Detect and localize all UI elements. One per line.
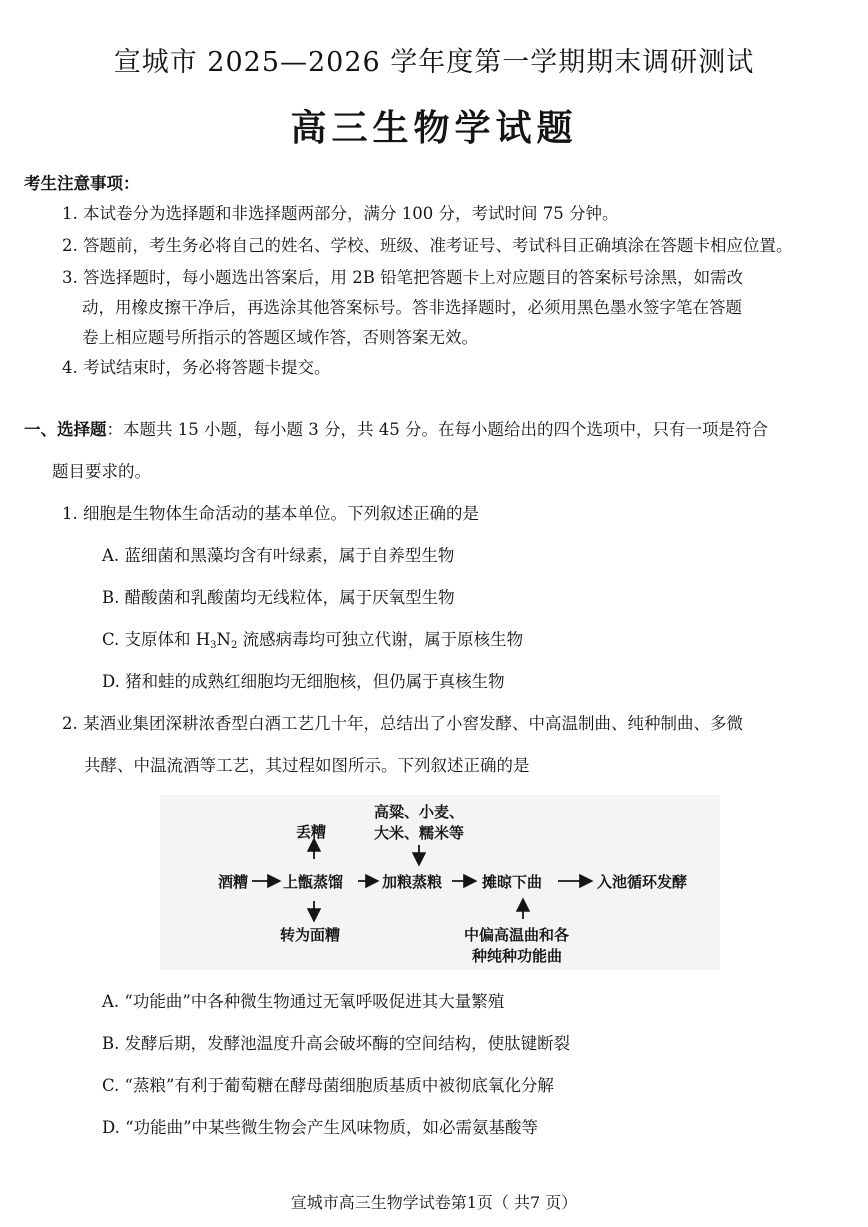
q1-option-a: A. 蓝细菌和黑藻均含有叶绿素，属于自养型生物 — [102, 546, 455, 565]
q2-option-d: D. “功能曲”中某些微生物会产生风味物质，如必需氨基酸等 — [102, 1118, 539, 1137]
q1-option-c-part2: N — [216, 630, 231, 649]
node-qu-line1: 中偏高温曲和各 — [464, 926, 570, 944]
q1-option-c-sub1: 3 — [210, 640, 217, 651]
notice-item-1: 1. 本试卷分为选择题和非选择题两部分，满分 100 分，考试时间 75 分钟。 — [62, 204, 619, 223]
node-mianzao: 转为面糟 — [280, 926, 341, 944]
q2-option-a: A. “功能曲”中各种微生物通过无氧呼吸促进其大量繁殖 — [102, 992, 505, 1011]
q2-option-c: C. “蒸粮”有利于葡萄糖在酵母菌细胞质基质中被彻底氧化分解 — [102, 1076, 554, 1095]
node-diuzao: 丢糟 — [296, 823, 327, 841]
node-shangzeng: 上甑蒸馏 — [283, 873, 344, 891]
section-intro-text: ：本题共 15 小题，每小题 3 分，共 45 分。在每小题给出的四个选项中，只有一项是符合 — [106, 420, 768, 439]
section-intro — [24, 418, 768, 442]
exam-title-line1: 宣城市 2025—2026 学年度第一学期期末调研测试 — [113, 47, 755, 78]
page-footer: 宣城市高三生物学试卷第1页（ 共7 页） — [290, 1193, 578, 1212]
process-flow-diagram — [160, 795, 720, 970]
section-label: 一、选择题 — [24, 420, 107, 439]
notice-item-3: 3. 答选择题时，每小题选出答案后，用 2B 铅笔把答题卡上对应题目的答案标号涂黑，如需改 — [62, 268, 744, 287]
q1-stem: 1. 细胞是生物体生命活动的基本单位。下列叙述正确的是 — [62, 504, 479, 523]
notice-heading: 考生注意事项： — [24, 174, 140, 193]
notice-item-4: 4. 考试结束时，务必将答题卡提交。 — [62, 358, 331, 377]
q1-option-d: D. 猪和蛙的成熟红细胞均无细胞核，但仍属于真核生物 — [102, 672, 505, 691]
node-jiuzao: 酒糟 — [218, 873, 249, 891]
q1-option-c-part1: C. 支原体和 H — [102, 630, 211, 649]
node-liang-line2: 大米、糯米等 — [374, 824, 465, 842]
q1-option-b: B. 醋酸菌和乳酸菌均无线粒体，属于厌氧型生物 — [102, 588, 455, 607]
node-liang-line1: 高粱、小麦、 — [374, 803, 465, 821]
q1-option-c-sub2: 2 — [230, 640, 238, 651]
q1-option-c-part3: 流感病毒均可独立代谢，属于原核生物 — [237, 630, 524, 649]
notice-item-3-cont-1: 动，用橡皮擦干净后，再选涂其他答案标号。答非选择题时，必须用黑色墨水签字笔在答题 — [82, 298, 742, 317]
notice-item-2: 2. 答题前，考生务必将自己的姓名、学校、班级、准考证号、考试科目正确填涂在答题卡相应位置。 — [62, 236, 793, 255]
node-qu-line2: 种纯种功能曲 — [472, 947, 563, 965]
node-ruchi: 入池循环发酵 — [597, 873, 688, 891]
notice-item-3-cont-2: 卷上相应题号所指示的答题区域作答，否则答案无效。 — [82, 328, 478, 347]
node-jialiang: 加粮蒸粮 — [382, 873, 443, 891]
exam-title-subject: 高三生物学试题 — [290, 107, 578, 149]
q1-option-c — [102, 628, 523, 658]
node-tanliang: 摊晾下曲 — [482, 873, 543, 891]
section-intro-cont: 题目要求的。 — [52, 462, 151, 481]
q2-stem-line1: 2. 某酒业集团深耕浓香型白酒工艺几十年，总结出了小窖发酵、中高温制曲、纯种制曲、多微 — [62, 714, 743, 733]
q2-option-b: B. 发酵后期，发酵池温度升高会破坏酶的空间结构，使肽键断裂 — [102, 1034, 571, 1053]
q2-stem-line2: 共酵、中温流酒等工艺，其过程如图所示。下列叙述正确的是 — [84, 756, 530, 775]
